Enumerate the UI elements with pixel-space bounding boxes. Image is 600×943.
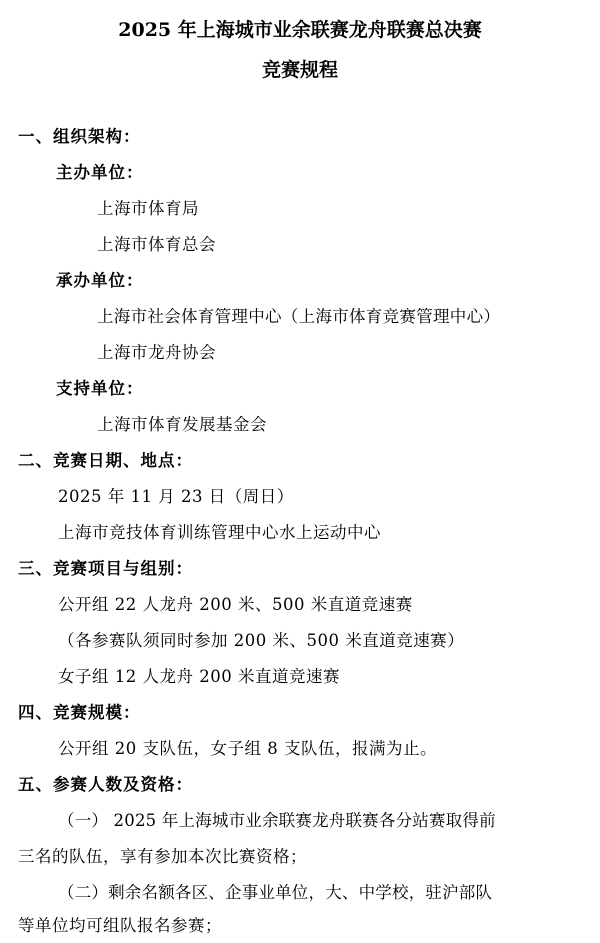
qualification-para-1: （一） 2025 年上海城市业余联赛龙舟联赛各分站赛取得前 [58, 811, 496, 830]
competition-venue: 上海市竞技体育训练管理中心水上运动中心 [58, 523, 381, 542]
undertaker-item: 上海市龙舟协会 [97, 343, 216, 362]
competition-date: 2025 年 11 月 23 日（周日） [58, 487, 294, 506]
event-item: （各参赛队须同时参加 200 米、500 米直道竞速赛） [58, 631, 465, 650]
section-2-heading: 二、竞赛日期、地点： [18, 451, 193, 470]
organizer-item: 上海市体育局 [97, 199, 199, 218]
event-item: 公开组 22 人龙舟 200 米、500 米直道竞速赛 [58, 595, 413, 614]
organizer-label: 主办单位： [56, 163, 144, 182]
section-1-heading: 一、组织架构： [18, 127, 141, 146]
event-item: 女子组 12 人龙舟 200 米直道竞速赛 [58, 667, 340, 686]
organizer-item: 上海市体育总会 [97, 235, 216, 254]
qualification-para-1-cont: 三名的队伍，享有参加本次比赛资格； [18, 847, 307, 866]
document-subtitle: 竞赛规程 [261, 59, 338, 81]
section-3-heading: 三、竞赛项目与组别： [18, 559, 193, 578]
section-5-heading: 五、参赛人数及资格： [18, 775, 193, 794]
supporter-label: 支持单位： [56, 379, 144, 398]
document-title: 2025 年上海城市业余联赛龙舟联赛总决赛 [118, 19, 482, 41]
supporter-item: 上海市体育发展基金会 [97, 415, 267, 434]
scale-text: 公开组 20 支队伍，女子组 8 支队伍，报满为止。 [58, 739, 437, 758]
qualification-para-2: （二）剩余名额各区、企事业单位，大、中学校，驻沪部队 [58, 883, 493, 902]
undertaker-item: 上海市社会体育管理中心（上海市体育竞赛管理中心） [97, 307, 501, 326]
section-4-heading: 四、竞赛规模： [18, 703, 141, 722]
qualification-para-2-cont: 等单位均可组队报名参赛； [18, 916, 222, 935]
undertaker-label: 承办单位： [56, 271, 144, 290]
